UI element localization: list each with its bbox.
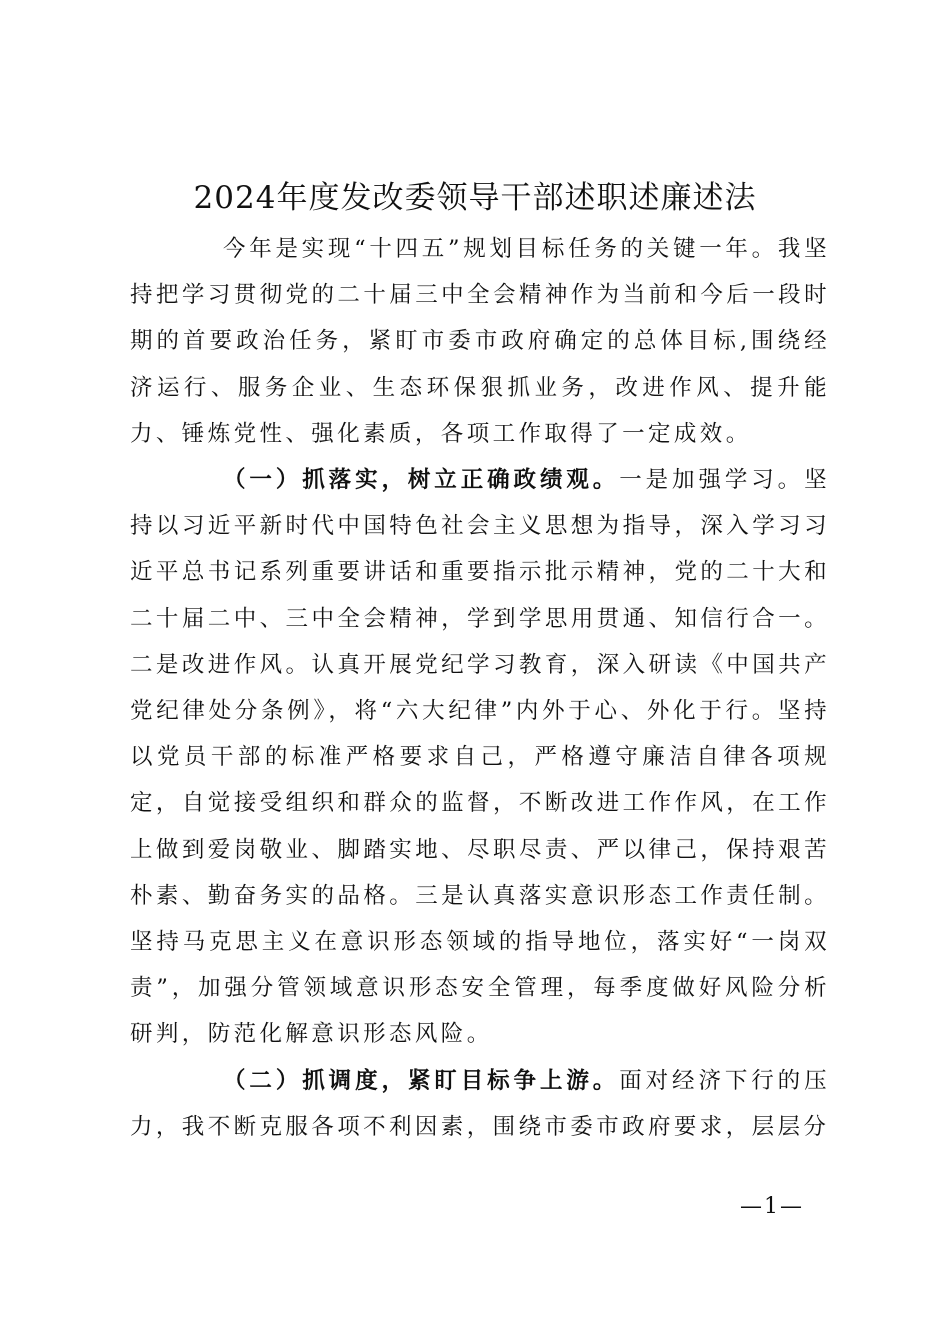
paragraph-intro-text: 今年是实现“十四五”规划目标任务的关键一年。我坚持把学习贯彻党的二十届三中全会精神作为当前和今后一段时期的首要政治任务，紧盯市委市政府确定的总体目标,围绕经济运行、服务企业、生态环保狠抓业务，改进作风、提升能力、锤炼党性、强化素质，各项工作取得了一定成效。 (130, 236, 830, 447)
document-body (130, 226, 830, 1150)
paragraph-intro (130, 226, 830, 457)
document-title: 2024年度发改委领导干部述职述廉述法 (193, 180, 757, 216)
section-1-text: 一是加强学习。坚持以习近平新时代中国特色社会主义思想为指导，深入学习习近平总书记系列重要讲话和重要指示批示精神，党的二十大和二十届二中、三中全会精神，学到学思用贯通、知信行合一。二是改进作风。认真开展党纪学习教育，深入研读《中国共产党纪律处分条例》，将“六大纪律”内外于心、外化于行。坚持以党员干部的标准严格要求自己，严格遵守廉洁自律各项规定，自觉接受组织和群众的监督，不断改进工作作风，在工作上做到爱岗敬业、脚踏实地、尽职尽责、严以律己，保持艰苦朴素、勤奋务实的品格。三是认真落实意识形态工作责任制。坚持马克思主义在意识形态领域的指导地位，落实好“一岗双责”，加强分管领域意识形态安全管理，每季度做好风险分析研判，防范化解意识形态风险。 (130, 467, 830, 1048)
page-number: —1— (740, 1194, 804, 1219)
paragraph-section-1 (130, 457, 830, 1058)
section-1-heading: （一）抓落实，树立正确政绩观。 (223, 467, 620, 494)
paragraph-section-2 (130, 1058, 830, 1150)
section-2-heading: （二）抓调度，紧盯目标争上游。 (223, 1067, 620, 1094)
section-2-text: 面对经济下行的压力，我不断克服各项不利因素，围绕市委市政府要求，层层分 (130, 1067, 830, 1140)
